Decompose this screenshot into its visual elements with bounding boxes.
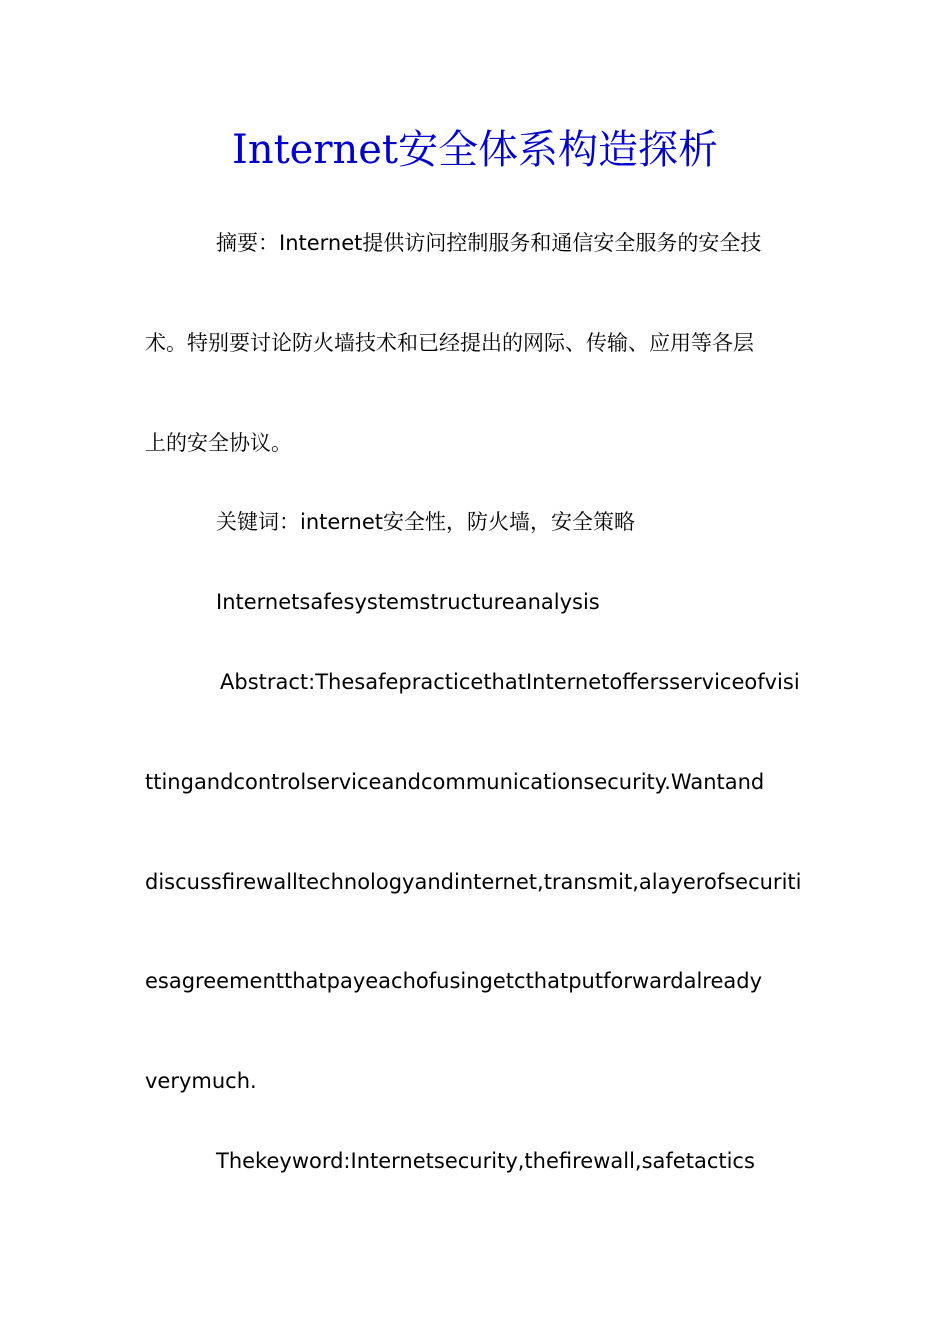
abstract-en-line-1: Abstract:ThesafepracticethatInternetoffersserviceofvisi	[220, 670, 800, 694]
abstract-en-line-5: verymuch.	[145, 1069, 257, 1093]
english-title: Internetsafesystemstructureanalysis	[216, 590, 600, 614]
document-title: Internet安全体系构造探析	[232, 127, 718, 173]
abstract-zh-line-1: 摘要：Internet提供访问控制服务和通信安全服务的安全技	[216, 231, 762, 255]
abstract-en-line-3: discussfirewalltechnologyandinternet,transmit,alayerofsecuriti	[145, 870, 802, 894]
keywords-zh: 关键词：internet安全性，防火墙，安全策略	[216, 510, 636, 534]
keywords-en: Thekeyword:Internetsecurity,thefirewall,safetactics	[216, 1149, 755, 1173]
abstract-zh-line-2: 术。特别要讨论防火墙技术和已经提出的网际、传输、应用等各层	[145, 331, 754, 355]
abstract-zh-line-3: 上的安全协议。	[145, 431, 292, 455]
abstract-en-line-4: esagreementthatpayeachofusingetcthatputforwardalready	[145, 969, 763, 993]
abstract-en-line-2: ttingandcontrolserviceandcommunicationsecurity.Wantand	[145, 770, 765, 794]
